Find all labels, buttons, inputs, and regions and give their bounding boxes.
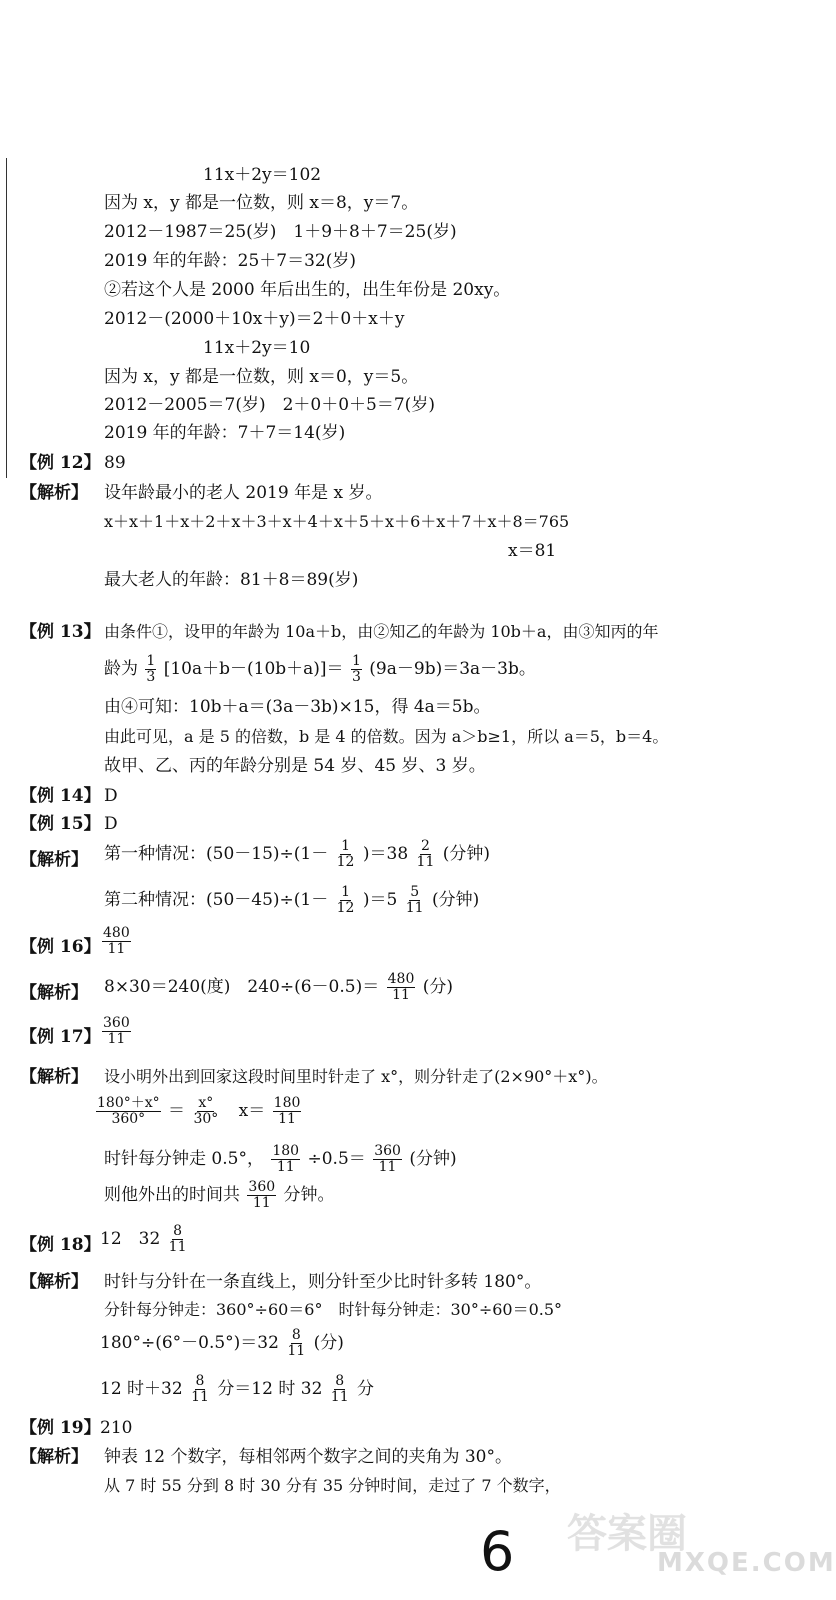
equation-line: 11x＋2y＝10 <box>203 338 311 358</box>
fraction <box>273 1096 302 1127</box>
fraction <box>336 839 356 870</box>
fraction <box>387 972 416 1003</box>
denominator: 11 <box>330 1389 349 1405</box>
text-line: 2012－1987＝25(岁) 1＋9＋8＋7＝25(岁) <box>104 222 457 242</box>
example-16-label: 【例 16】 <box>20 937 101 957</box>
solution-line: 最大老人的年龄：81＋8＝89(岁) <box>104 570 359 590</box>
solution-line: 时针与分针在一条直线上，则分针至少比时针多转 180°。 <box>104 1272 542 1292</box>
text: 则他外出的时间共 <box>104 1185 240 1205</box>
text: 8×30＝240(度) 240÷(6－0.5)＝ <box>104 977 380 997</box>
watermark-text: MXQE.COM <box>657 1548 836 1578</box>
numerator: 480 <box>387 971 415 987</box>
example-17-label: 【例 17】 <box>20 1027 101 1047</box>
denominator: 11 <box>392 987 410 1003</box>
text: (分钟) <box>431 890 480 910</box>
fraction <box>416 839 436 870</box>
example-15-label: 【例 15】 <box>20 814 101 834</box>
page-number: 6 <box>480 1520 515 1583</box>
fraction <box>286 1328 306 1359</box>
solution-line <box>104 1180 335 1211</box>
numerator: 180°＋x° <box>97 1095 160 1111</box>
text: (分钟) <box>442 844 491 864</box>
denominator: 11 <box>276 1159 295 1175</box>
example-16-answer <box>100 926 133 957</box>
fraction <box>192 1096 219 1127</box>
fraction <box>336 885 356 916</box>
numerator: 8 <box>195 1373 205 1389</box>
numerator: x° <box>198 1095 214 1111</box>
text: 12 32 <box>100 1229 161 1249</box>
fraction <box>373 1144 402 1175</box>
text-line: 2019 年的年龄：25＋7＝32(岁) <box>104 251 357 271</box>
numerator: 1 <box>341 884 351 900</box>
watermark-logo: 答案圈 <box>567 1511 687 1557</box>
solution-line: 设小明外出到回家这段时间里时针走了 x°，则分针走了(2×90°＋x°)。 <box>104 1067 608 1086</box>
denominator: 11 <box>252 1195 271 1211</box>
fraction <box>271 1144 300 1175</box>
fraction <box>330 1374 350 1405</box>
solution-line: 分针每分钟走：360°÷60＝6° 时针每分钟走：30°÷60＝0.5° <box>104 1300 563 1319</box>
solution-line: 从 7 时 55 分到 8 时 30 分有 35 分钟时间，走过了 7 个数字， <box>104 1476 561 1495</box>
text: 180°÷(6°－0.5°)＝32 <box>100 1333 279 1353</box>
denominator: 3 <box>146 669 156 685</box>
example-17-answer <box>100 1016 133 1047</box>
numerator: 180 <box>273 1095 301 1111</box>
solution-line: 由条件①，设甲的年龄为 10a＋b，由②知乙的年龄为 10b＋a，由③知丙的年 <box>104 622 659 641</box>
fraction <box>405 885 425 916</box>
text: 龄为 <box>104 659 138 679</box>
margin-line <box>6 158 7 478</box>
solution-line <box>104 885 479 916</box>
numerator: 8 <box>335 1373 345 1389</box>
solution-line <box>100 1374 374 1405</box>
numerator: 8 <box>173 1223 183 1239</box>
solution-line <box>100 1328 344 1359</box>
example-14-answer: D <box>104 786 118 806</box>
denominator: 11 <box>278 1111 296 1127</box>
denominator: 3 <box>351 669 361 685</box>
denominator: 11 <box>416 854 435 870</box>
text: 分 <box>357 1379 375 1399</box>
numerator: 8 <box>291 1327 301 1343</box>
fraction <box>190 1374 210 1405</box>
numerator: 360 <box>374 1143 401 1159</box>
solution-line: 设年龄最小的老人 2019 年是 x 岁。 <box>104 483 383 503</box>
numerator: 360 <box>103 1015 130 1031</box>
fraction <box>145 654 156 685</box>
denominator: 11 <box>107 1031 126 1047</box>
text: ＝ <box>168 1101 186 1121</box>
equation-line: 11x＋2y＝102 <box>203 165 322 185</box>
text: )＝5 <box>362 890 398 910</box>
solution-line <box>104 654 536 685</box>
text: (分) <box>313 1333 344 1353</box>
example-12-answer: 89 <box>104 453 126 473</box>
numerator: 2 <box>421 838 430 854</box>
numerator: 180 <box>272 1143 300 1159</box>
solution-line: x＝81 <box>508 541 557 561</box>
text: 分钟。 <box>283 1185 335 1205</box>
text-line: 2019 年的年龄：7＋7＝14(岁) <box>104 423 346 443</box>
fraction <box>96 1096 161 1127</box>
denominator: 12 <box>336 900 355 916</box>
example-12-label: 【例 12】 <box>20 453 101 473</box>
text: (分钟) <box>409 1149 457 1169</box>
numerator: 360 <box>248 1179 276 1195</box>
denominator: 12 <box>336 854 355 870</box>
denominator: 30° <box>193 1111 219 1127</box>
numerator: 1 <box>341 838 351 854</box>
text: (9a－9b)＝3a－3b。 <box>369 659 536 679</box>
text-line: 2012－2005＝7(岁) 2＋0＋0＋5＝7(岁) <box>104 395 435 415</box>
example-19-answer: 210 <box>100 1418 133 1438</box>
text: )＝38 <box>362 844 409 864</box>
denominator: 360° <box>111 1111 146 1127</box>
numerator: 1 <box>351 653 361 669</box>
example-19-label: 【例 19】 <box>20 1418 101 1438</box>
text: x＝ <box>238 1101 266 1121</box>
solution-line <box>94 1096 303 1127</box>
fraction <box>102 1016 131 1047</box>
text: 第一种情况：(50－15)÷(1－ <box>104 844 329 864</box>
text-line: 因为 x，y 都是一位数，则 x＝0，y＝5。 <box>104 367 419 387</box>
text-line: 2012－(2000＋10x＋y)＝2＋0＋x＋y <box>104 309 405 329</box>
solution-line <box>104 839 490 870</box>
fraction <box>102 926 131 957</box>
denominator: 11 <box>107 941 126 957</box>
text: 分＝12 时 32 <box>217 1379 323 1399</box>
numerator: 480 <box>103 925 130 941</box>
solution-line <box>104 1144 457 1175</box>
text-line: 因为 x，y 都是一位数，则 x＝8，y＝7。 <box>104 193 419 213</box>
text: 第二种情况：(50－45)÷(1－ <box>104 890 329 910</box>
solution-line: 由此可见，a 是 5 的倍数，b 是 4 的倍数。因为 a＞b≥1，所以 a＝5，b＝4。 <box>104 727 669 746</box>
text-line: ②若这个人是 2000 年后出生的，出生年份是 20xy。 <box>104 280 511 300</box>
text: [10a＋b－(10b＋a)]＝ <box>163 659 344 679</box>
numerator: 5 <box>410 884 420 900</box>
solution-12-label: 【解析】 <box>20 483 88 503</box>
denominator: 11 <box>168 1239 187 1255</box>
solution-line <box>104 972 453 1003</box>
text: ÷0.5＝ <box>307 1149 366 1169</box>
solution-line: x＋x＋1＋x＋2＋x＋3＋x＋4＋x＋5＋x＋6＋x＋7＋x＋8＝765 <box>104 512 570 531</box>
solution-line: 由④可知：10b＋a＝(3a－3b)×15，得 4a＝5b。 <box>104 697 491 717</box>
fraction <box>247 1180 276 1211</box>
example-18-answer <box>100 1224 190 1255</box>
example-18-label: 【例 18】 <box>20 1235 101 1255</box>
solution-18-label: 【解析】 <box>20 1272 88 1292</box>
example-13-label: 【例 13】 <box>20 622 101 642</box>
example-14-label: 【例 14】 <box>20 786 101 806</box>
denominator: 11 <box>287 1343 306 1359</box>
solution-15-label: 【解析】 <box>20 850 88 870</box>
solution-line: 故甲、乙、丙的年龄分别是 54 岁、45 岁、3 岁。 <box>104 756 486 776</box>
denominator: 11 <box>191 1389 209 1405</box>
example-15-answer: D <box>104 814 118 834</box>
fraction <box>351 654 362 685</box>
solution-16-label: 【解析】 <box>20 983 88 1003</box>
solution-19-label: 【解析】 <box>20 1447 88 1467</box>
solution-line: 钟表 12 个数字，每相邻两个数字之间的夹角为 30°。 <box>104 1447 512 1467</box>
solution-17-label: 【解析】 <box>20 1067 88 1087</box>
denominator: 11 <box>405 900 424 916</box>
watermark <box>567 1502 836 1592</box>
denominator: 11 <box>378 1159 397 1175</box>
text: 12 时＋32 <box>100 1379 183 1399</box>
fraction <box>168 1224 188 1255</box>
text: (分) <box>422 977 454 997</box>
numerator: 1 <box>146 653 156 669</box>
text: 时针每分钟走 0.5°， <box>104 1149 264 1169</box>
